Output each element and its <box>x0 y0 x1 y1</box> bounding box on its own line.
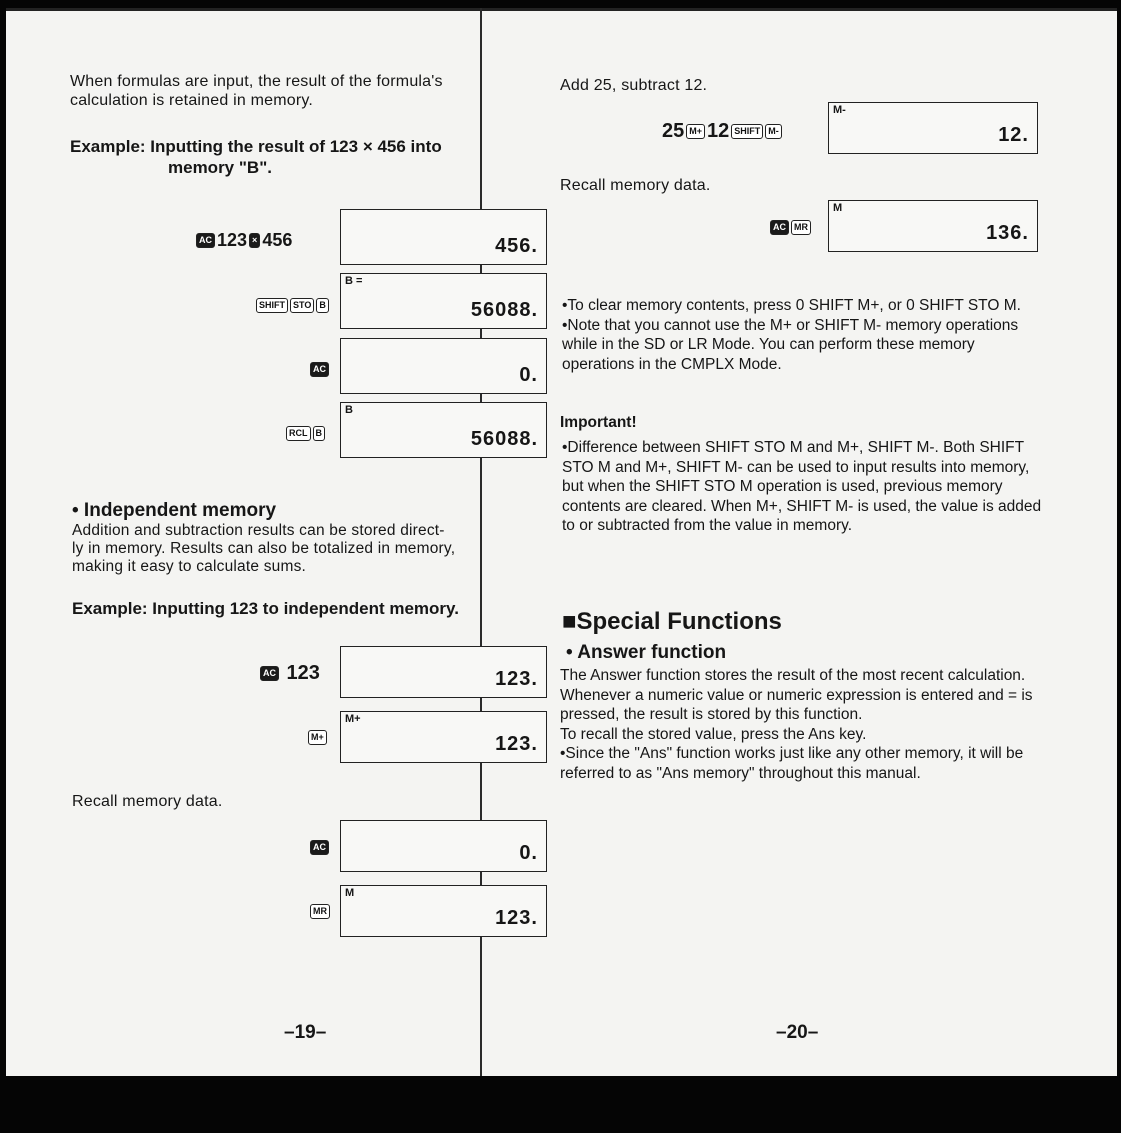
important-label: Important! <box>560 414 637 431</box>
display-3 <box>340 338 547 394</box>
keys-shift-sto-b <box>256 298 329 313</box>
answer-function-heading: • Answer function <box>566 642 727 663</box>
intro-line-2: calculation is retained in memory. <box>70 92 314 109</box>
ac-key-icon: AC <box>310 840 329 855</box>
b-key-icon: B <box>313 426 326 441</box>
display-value: 56088. <box>470 299 538 321</box>
ac-key-icon: AC <box>770 220 789 235</box>
left-intro <box>70 72 490 110</box>
keys-ac-mr <box>770 220 811 235</box>
display-5 <box>340 646 547 698</box>
answer-recall: To recall the stored value, press the Ans key. <box>560 725 867 743</box>
display-r2 <box>828 200 1038 252</box>
keys-ac <box>310 362 329 377</box>
display-indicator: M- <box>833 104 846 116</box>
multiply-key-icon: × <box>249 233 260 248</box>
display-value: 123. <box>495 668 538 690</box>
example2-title: Example: Inputting 123 to independent memory. <box>72 599 459 618</box>
keys-ac-2 <box>310 840 329 855</box>
manual-spread <box>6 8 1117 1076</box>
display-2 <box>340 273 547 329</box>
display-1 <box>340 209 547 265</box>
display-value: 12. <box>998 124 1029 146</box>
display-value: 123. <box>495 907 538 929</box>
add-subtract-line: Add 25, subtract 12. <box>560 77 708 94</box>
answer-note: •Since the "Ans" function works just like any other memory, it will be referred to as "Ans memory" throughout this manual. <box>560 745 1024 782</box>
keys-ac-123-times-456: AC 123 × 456 <box>196 230 292 251</box>
section-text-line-3: making it easy to calculate sums. <box>72 558 307 575</box>
right-page-number: –20– <box>776 1022 819 1043</box>
display-value: 0. <box>519 364 538 386</box>
section-text-line-1: Addition and subtraction results can be stored direct- <box>72 522 445 539</box>
example1-title-line-1: Example: Inputting the result of 123 × 456 into <box>70 137 442 156</box>
m-plus-key-icon: M+ <box>308 730 327 745</box>
display-indicator: M <box>345 887 355 899</box>
left-page-number: –19– <box>284 1022 327 1043</box>
rcl-key-icon: RCL <box>286 426 311 441</box>
example1-title-line-2: memory "B". <box>168 158 272 177</box>
display-value: 456. <box>495 235 538 257</box>
section-heading-independent-memory: • Independent memory <box>72 500 277 521</box>
note-clear-memory: •To clear memory contents, press 0 SHIFT M+, or 0 SHIFT STO M. <box>562 297 1021 314</box>
sto-key-icon: STO <box>290 298 314 313</box>
display-indicator: M+ <box>345 713 361 725</box>
m-minus-key-icon: M- <box>765 124 782 139</box>
ac-key-icon: AC <box>310 362 329 377</box>
mr-key-icon: MR <box>791 220 811 235</box>
ac-key-icon: AC <box>260 666 279 681</box>
special-functions-heading: ■Special Functions <box>562 608 782 635</box>
right-recall-label: Recall memory data. <box>560 177 711 194</box>
left-recall-label: Recall memory data. <box>72 793 223 810</box>
section-text-line-2: ly in memory. Results can also be totalized in memory, <box>72 540 456 557</box>
keys-rcl-b <box>286 426 325 441</box>
note-sd-lr-mode: •Note that you cannot use the M+ or SHIFT M- memory operations while in the SD or LR Mode. You can perform these memory operations in the CMPLX Mode. <box>562 316 1019 373</box>
top-rule <box>6 8 1117 11</box>
keys-m-plus <box>308 730 327 745</box>
display-value: 136. <box>986 222 1029 244</box>
shift-key-icon: SHIFT <box>256 298 288 313</box>
keys-ac-123: AC 123 <box>260 662 320 685</box>
m-plus-key-icon: M+ <box>686 124 705 139</box>
display-7 <box>340 820 547 872</box>
display-indicator: M <box>833 202 843 214</box>
display-4 <box>340 402 547 458</box>
display-indicator: B = <box>345 275 363 287</box>
intro-line-1: When formulas are input, the result of the formula's <box>70 73 443 90</box>
answer-function-body <box>560 666 1044 783</box>
ac-key-icon: AC <box>196 233 215 248</box>
keys-mr <box>310 904 330 919</box>
b-key-icon: B <box>316 298 329 313</box>
display-r1 <box>828 102 1038 154</box>
memory-notes <box>562 296 1042 374</box>
display-value: 56088. <box>470 428 538 450</box>
important-text: •Difference between SHIFT STO M and M+, SHIFT M-. Both SHIFT STO M and M+, SHIFT M- can be used to input results into memory, but when the SHIFT STO M operation is used, previous memory contents are cleared. When M+, SHIFT M- is used, the value is added to or subtracted from the value in memory. <box>562 439 1042 534</box>
shift-key-icon: SHIFT <box>731 124 763 139</box>
display-8 <box>340 885 547 937</box>
display-value: 123. <box>495 733 538 755</box>
display-6 <box>340 711 547 763</box>
display-value: 0. <box>519 842 538 864</box>
example1-title <box>70 136 550 178</box>
display-indicator: B <box>345 404 353 416</box>
section-text <box>72 522 552 576</box>
answer-text: The Answer function stores the result of the most recent calculation. Whenever a numeric value or numeric expression is entered and = is pressed, the result is stored by this function. <box>560 667 1033 723</box>
keys-25-mplus-12-shift-mminus: 25 M+ 12 SHIFT M- <box>662 120 782 143</box>
mr-key-icon: MR <box>310 904 330 919</box>
